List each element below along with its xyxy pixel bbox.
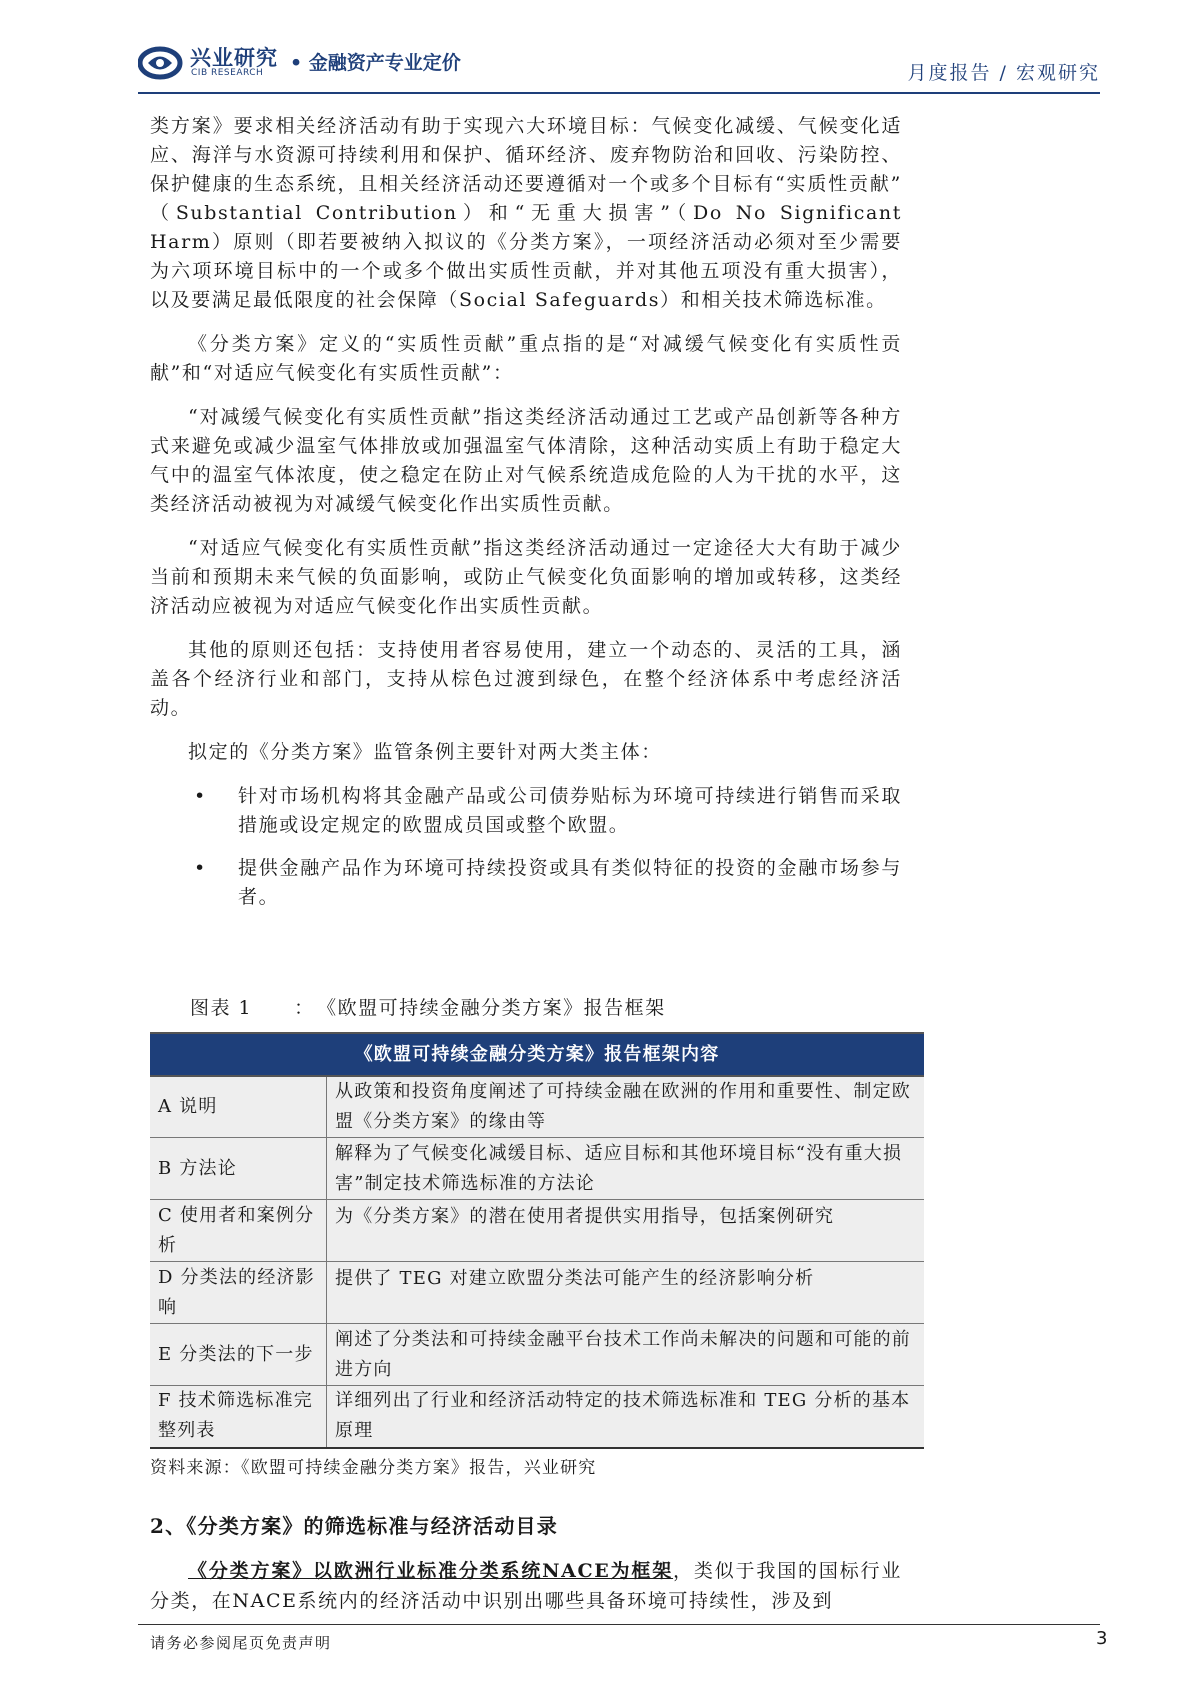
section-heading: 2、《分类方案》的筛选标准与经济活动目录 [150, 1514, 558, 1538]
section-cell: D 分类法的经济影响 [150, 1262, 327, 1324]
report-type: 月度报告 / 宏观研究 [907, 62, 1100, 84]
brand-tagline: • 金融资产专业定价 [290, 52, 461, 74]
section-cell: A 说明 [150, 1076, 327, 1138]
cib-logo-icon [138, 44, 186, 82]
content-cell: 解释为了气候变化减缓目标、适应目标和其他环境目标“没有重大损害”制定技术筛选标准的方法论 [327, 1138, 925, 1200]
content-cell: 为《分类方案》的潜在使用者提供实用指导，包括案例研究 [327, 1200, 925, 1262]
paragraph: 其他的原则还包括：支持使用者容易使用，建立一个动态的、灵活的工具，涵盖各个经济行业和部门，支持从棕色过渡到绿色，在整个经济体系中考虑经济活动。 [150, 639, 902, 719]
content-cell: 提供了 TEG 对建立欧盟分类法可能产生的经济影响分析 [327, 1262, 925, 1324]
list-item: • 提供金融产品作为环境可持续投资或具有类似特征的投资的金融市场参与者。 [150, 854, 902, 912]
paragraph: 类方案》要求相关经济活动有助于实现六大环境目标：气候变化减缓、气候变化适应、海洋与水资源可持续利用和保护、循环经济、废弃物防治和回收、污染防控、保护健康的生态系统，且相关经济活动还要遵循对一个或多个目标有“实质性贡献” （Substantial Contribution）和“无重大损害”（Do No Significant Harm）原则（即若要被纳入拟议的《分类方案》，一项经济活动必须对至少需要为六项环境目标中的一个或多个做出实质性贡献，并对其他五项没有重大损害），以及要满足最低限度的社会保障（Social Safeguards）和相关技术筛选标准。 [150, 115, 902, 311]
framework-table [150, 1032, 924, 1449]
table-row [150, 1386, 924, 1448]
list-item: • 针对市场机构将其金融产品或公司债券贴标为环境可持续进行销售而采取措施或设定规定的欧盟成员国或整个欧盟。 [150, 782, 902, 840]
section-cell: C 使用者和案例分析 [150, 1200, 327, 1262]
content-cell: 阐述了分类法和可持续金融平台技术工作尚未解决的问题和可能的前进方向 [327, 1324, 925, 1386]
figure-source: 资料来源：《欧盟可持续金融分类方案》报告，兴业研究 [150, 1458, 597, 1478]
bullet-list [150, 782, 902, 912]
paragraph: 拟定的《分类方案》监管条例主要针对两大类主体： [188, 741, 662, 763]
body-text [150, 112, 902, 926]
brand-name: 兴业研究 [190, 45, 278, 70]
paragraph-text: ，类似于我国的国标行业分类，在NACE系统内的经济活动中识别出哪些具备环境可持续性，涉及到 [150, 1560, 902, 1612]
section-cell: B 方法论 [150, 1138, 327, 1200]
table-row [150, 1324, 924, 1386]
page-header [138, 40, 1100, 92]
figure-caption [190, 993, 666, 1020]
section-paragraph [150, 1556, 902, 1616]
content-cell: 详细列出了行业和经济活动特定的技术筛选标准和 TEG 分析的基本原理 [327, 1386, 925, 1448]
table-row [150, 1138, 924, 1200]
table-header: 《欧盟可持续金融分类方案》报告框架内容 [150, 1033, 924, 1076]
paragraph: “对减缓气候变化有实质性贡献”指这类经济活动通过工艺或产品创新等各种方式来避免或减少温室气体排放或加强温室气体清除，这种活动实质上有助于稳定大气中的温室气体浓度，使之稳定在防止对气候系统造成危险的人为干扰的水平，这类经济活动被视为对减缓气候变化作出实质性贡献。 [150, 406, 902, 515]
table-row [150, 1262, 924, 1324]
figure-number: 图表 1 [190, 997, 253, 1019]
page-number: 3 [1096, 1628, 1108, 1649]
figure-title: 《欧盟可持续金融分类方案》报告框架 [326, 997, 666, 1019]
brand-name-en: CIB RESEARCH [191, 68, 264, 78]
table-row [150, 1200, 924, 1262]
table-row [150, 1076, 924, 1138]
figure-colon: ： [294, 997, 315, 1019]
content-cell: 从政策和投资角度阐述了可持续金融在欧洲的作用和重要性、制定欧盟《分类方案》的缘由等 [327, 1076, 925, 1138]
section-cell: F 技术筛选标准完整列表 [150, 1386, 327, 1448]
paragraph: “对适应气候变化有实质性贡献”指这类经济活动通过一定途径大大有助于减少当前和预期未来气候的负面影响，或防止气候变化负面影响的增加或转移，这类经济活动应被视为对适应气候变化作出实质性贡献。 [150, 537, 902, 617]
lead-phrase: 《分类方案》以欧洲行业标准分类系统NACE为框架 [188, 1560, 674, 1582]
footer-divider [138, 1624, 1100, 1625]
disclaimer-note: 请务必参阅尾页免责声明 [150, 1634, 332, 1652]
section-cell: E 分类法的下一步 [150, 1324, 327, 1386]
paragraph: 《分类方案》定义的“实质性贡献”重点指的是“对减缓气候变化有实质性贡献”和“对适应气候变化有实质性贡献”： [150, 333, 902, 384]
header-divider [138, 92, 1100, 94]
